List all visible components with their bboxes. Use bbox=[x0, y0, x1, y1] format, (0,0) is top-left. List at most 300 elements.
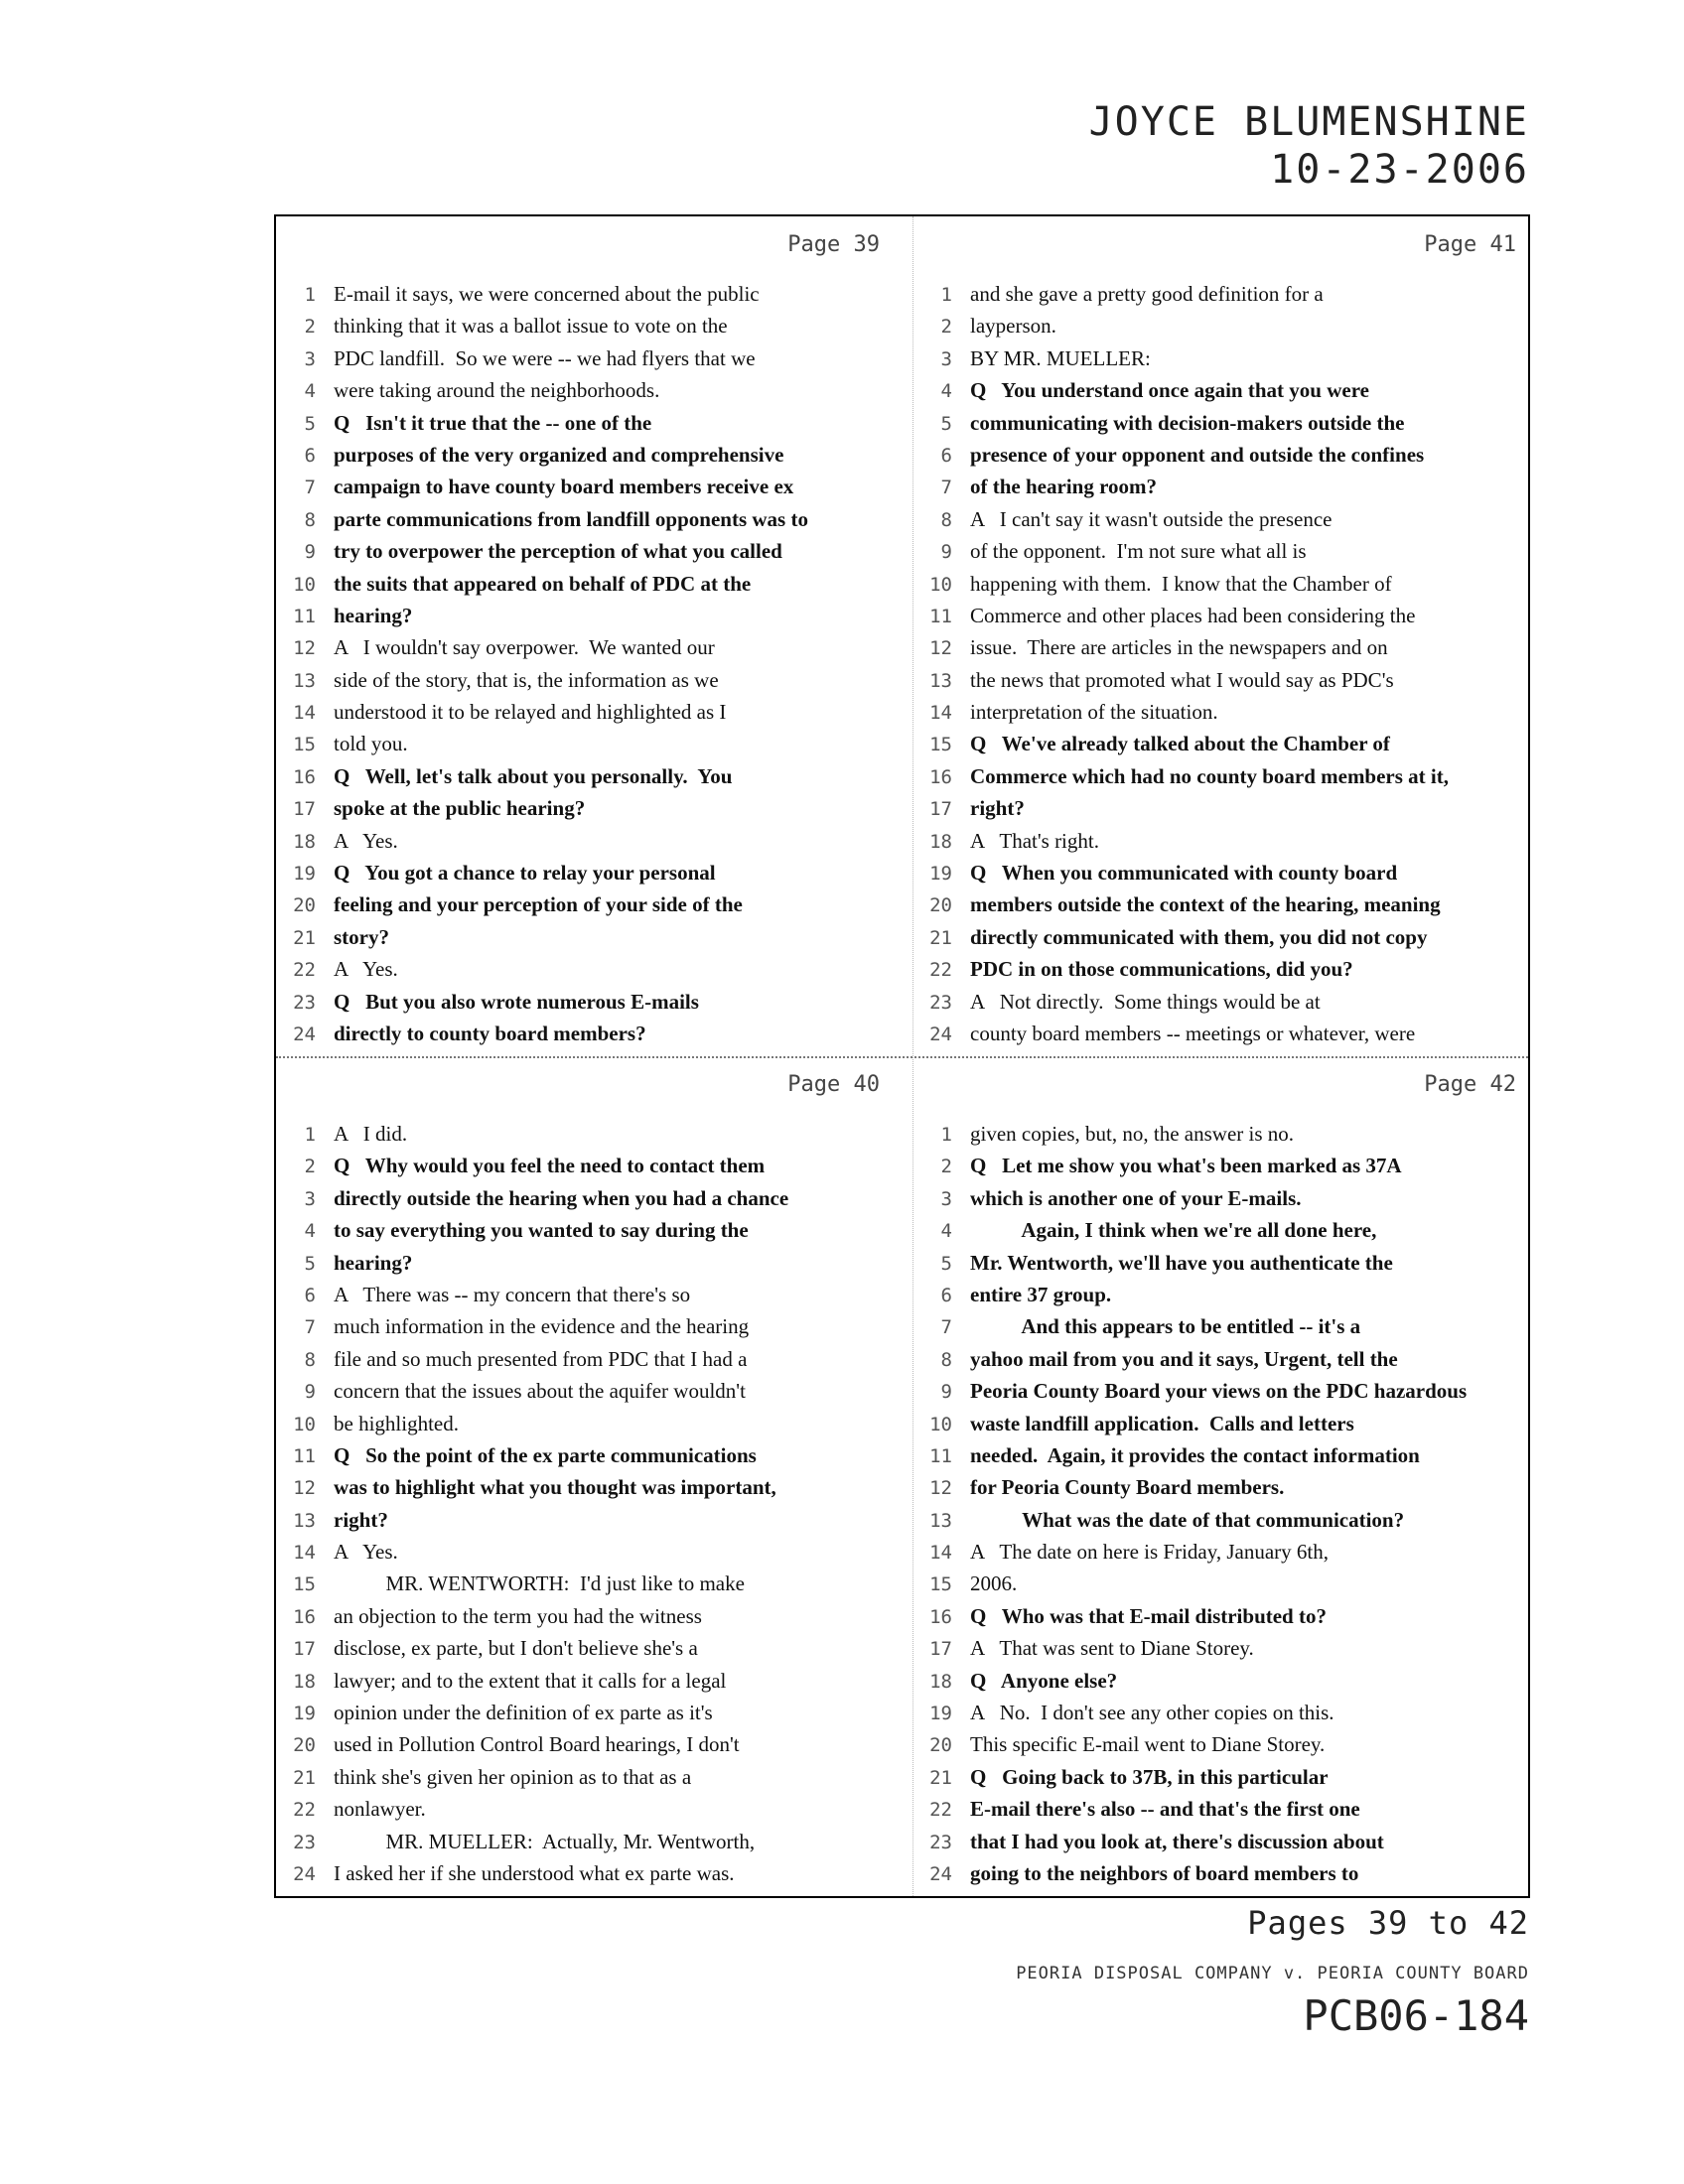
transcript-page-42 bbox=[912, 1056, 1528, 1896]
transcript-line bbox=[276, 728, 892, 759]
transcript-line bbox=[912, 503, 1528, 535]
line-text: understood it to be relayed and highlighted as I bbox=[334, 700, 727, 725]
line-number: 12 bbox=[929, 637, 952, 660]
page-label: Page 41 bbox=[1424, 232, 1516, 257]
transcript-lines bbox=[276, 278, 892, 1049]
line-text: disclose, ex parte, but I don't believe she's a bbox=[334, 1636, 698, 1661]
line-text: A I did. bbox=[334, 1122, 408, 1146]
transcript-line bbox=[276, 1568, 892, 1599]
line-number: 13 bbox=[929, 669, 952, 692]
transcript-line bbox=[912, 1439, 1528, 1471]
line-text: A No. I don't see any other copies on this. bbox=[970, 1701, 1334, 1725]
line-number: 11 bbox=[293, 605, 316, 627]
line-number: 15 bbox=[293, 734, 316, 756]
transcript-line bbox=[276, 439, 892, 471]
line-text: communicating with decision-makers outside the bbox=[970, 410, 1405, 435]
line-number: 24 bbox=[929, 1023, 952, 1045]
transcript-line bbox=[912, 471, 1528, 502]
line-number: 1 bbox=[940, 284, 952, 306]
transcript-line bbox=[276, 1826, 892, 1857]
transcript-line bbox=[276, 792, 892, 824]
transcript-line bbox=[276, 696, 892, 728]
line-text: given copies, but, no, the answer is no. bbox=[970, 1122, 1295, 1146]
transcript-line bbox=[276, 1728, 892, 1760]
transcript-line bbox=[912, 1018, 1528, 1049]
line-number: 1 bbox=[304, 1124, 316, 1146]
transcript-page-40 bbox=[276, 1056, 892, 1896]
line-text: lawyer; and to the extent that it calls for a legal bbox=[334, 1668, 727, 1693]
page-label: Page 39 bbox=[787, 232, 880, 257]
transcript-line bbox=[912, 696, 1528, 728]
line-number: 7 bbox=[940, 477, 952, 499]
transcript-line bbox=[276, 986, 892, 1018]
line-number: 20 bbox=[293, 894, 316, 917]
line-number: 20 bbox=[929, 1734, 952, 1757]
line-text: directly communicated with them, you did not copy bbox=[970, 924, 1428, 949]
line-number: 16 bbox=[929, 1605, 952, 1628]
transcript-line bbox=[276, 1408, 892, 1439]
transcript-line bbox=[912, 600, 1528, 631]
line-number: 22 bbox=[929, 959, 952, 982]
transcript-line bbox=[912, 1600, 1528, 1632]
line-text: 2006. bbox=[970, 1571, 1018, 1596]
line-number: 17 bbox=[293, 1638, 316, 1661]
line-text: were taking around the neighborhoods. bbox=[334, 378, 660, 403]
line-number: 5 bbox=[304, 412, 316, 435]
line-text: What was the date of that communication? bbox=[970, 1507, 1405, 1532]
line-text: Q Isn't it true that the -- one of the bbox=[334, 410, 652, 435]
line-text: members outside the context of the hearing, meaning bbox=[970, 892, 1441, 917]
line-number: 12 bbox=[929, 1477, 952, 1500]
transcript-line bbox=[276, 1310, 892, 1342]
line-number: 18 bbox=[293, 830, 316, 853]
transcript-line bbox=[276, 374, 892, 406]
line-text: A That was sent to Diane Storey. bbox=[970, 1636, 1254, 1661]
line-number: 7 bbox=[304, 477, 316, 499]
transcript-line bbox=[276, 1182, 892, 1214]
line-number: 8 bbox=[940, 508, 952, 531]
transcript-line bbox=[276, 600, 892, 631]
line-text: Again, I think when we're all done here, bbox=[970, 1218, 1377, 1243]
line-text: A Yes. bbox=[334, 957, 398, 982]
line-text: PDC landfill. So we were -- we had flyers that we bbox=[334, 345, 756, 370]
line-number: 8 bbox=[304, 508, 316, 531]
line-text: MR. WENTWORTH: I'd just like to make bbox=[334, 1571, 745, 1596]
line-text: A The date on here is Friday, January 6th, bbox=[970, 1540, 1329, 1565]
line-number: 23 bbox=[293, 991, 316, 1014]
line-text: used in Pollution Control Board hearings, I don't bbox=[334, 1732, 740, 1757]
line-number: 10 bbox=[293, 1413, 316, 1435]
line-number: 3 bbox=[304, 1187, 316, 1210]
line-text: the suits that appeared on behalf of PDC at the bbox=[334, 571, 752, 596]
line-text: waste landfill application. Calls and letters bbox=[970, 1411, 1354, 1435]
transcript-line bbox=[276, 921, 892, 953]
line-number: 5 bbox=[940, 1252, 952, 1275]
line-text: Q Well, let's talk about you personally. You bbox=[334, 763, 733, 788]
line-text: parte communications from landfill opponents was to bbox=[334, 506, 808, 531]
page-label: Page 40 bbox=[787, 1072, 880, 1097]
transcript-line bbox=[912, 1150, 1528, 1181]
line-number: 14 bbox=[293, 1542, 316, 1565]
line-number: 10 bbox=[929, 1413, 952, 1435]
line-number: 18 bbox=[293, 1670, 316, 1693]
line-text: directly outside the hearing when you had a chance bbox=[334, 1185, 789, 1210]
line-number: 9 bbox=[940, 541, 952, 564]
line-text: Mr. Wentworth, we'll have you authenticate the bbox=[970, 1250, 1393, 1275]
transcript-line bbox=[276, 1343, 892, 1375]
line-number: 15 bbox=[929, 1573, 952, 1596]
line-text: interpretation of the situation. bbox=[970, 700, 1218, 725]
transcript-line bbox=[912, 1857, 1528, 1889]
line-text: Q So the point of the ex parte communications bbox=[334, 1442, 757, 1467]
transcript-line bbox=[912, 1504, 1528, 1536]
line-text: side of the story, that is, the information as we bbox=[334, 667, 719, 692]
line-number: 2 bbox=[940, 1156, 952, 1178]
transcript-line bbox=[912, 825, 1528, 857]
line-text: I asked her if she understood what ex parte was. bbox=[334, 1860, 735, 1885]
transcript-line bbox=[912, 407, 1528, 439]
line-number: 23 bbox=[929, 991, 952, 1014]
transcript-line bbox=[912, 1632, 1528, 1664]
transcript-line bbox=[912, 374, 1528, 406]
line-text: was to highlight what you thought was important, bbox=[334, 1475, 776, 1500]
line-text: E-mail there's also -- and that's the first one bbox=[970, 1797, 1360, 1822]
line-text: BY MR. MUELLER: bbox=[970, 345, 1151, 370]
line-number: 15 bbox=[929, 734, 952, 756]
transcript-line bbox=[276, 631, 892, 663]
line-text: And this appears to be entitled -- it's a bbox=[970, 1314, 1361, 1339]
line-number: 14 bbox=[929, 1542, 952, 1565]
line-number: 6 bbox=[940, 444, 952, 467]
line-text: and she gave a pretty good definition for a bbox=[970, 282, 1324, 306]
line-number: 19 bbox=[929, 863, 952, 886]
line-number: 1 bbox=[940, 1124, 952, 1146]
line-number: 12 bbox=[293, 637, 316, 660]
line-text: think she's given her opinion as to that as a bbox=[334, 1764, 692, 1789]
transcript-line bbox=[276, 1247, 892, 1279]
line-text: the news that promoted what I would say as PDC's bbox=[970, 667, 1394, 692]
line-text: directly to county board members? bbox=[334, 1021, 646, 1045]
transcript-line bbox=[912, 1182, 1528, 1214]
line-number: 12 bbox=[293, 1477, 316, 1500]
transcript-line bbox=[912, 1697, 1528, 1728]
line-number: 11 bbox=[929, 605, 952, 627]
transcript-line bbox=[276, 503, 892, 535]
line-text: be highlighted. bbox=[334, 1411, 459, 1435]
transcript-line bbox=[912, 953, 1528, 985]
line-text: MR. MUELLER: Actually, Mr. Wentworth, bbox=[334, 1829, 756, 1853]
line-number: 16 bbox=[929, 765, 952, 788]
line-text: much information in the evidence and the hearing bbox=[334, 1314, 750, 1339]
transcript-line bbox=[912, 792, 1528, 824]
line-text: Peoria County Board your views on the PDC hazardous bbox=[970, 1379, 1468, 1404]
line-text: yahoo mail from you and it says, Urgent, tell the bbox=[970, 1346, 1398, 1371]
page-range: Pages 39 to 42 bbox=[1247, 1904, 1529, 1942]
transcript-line bbox=[912, 728, 1528, 759]
line-number: 19 bbox=[293, 1703, 316, 1725]
line-text: E-mail it says, we were concerned about the public bbox=[334, 282, 760, 306]
transcript-line bbox=[912, 986, 1528, 1018]
line-text: right? bbox=[334, 1507, 388, 1532]
line-number: 18 bbox=[929, 1670, 952, 1693]
line-text: Q Why would you feel the need to contact them bbox=[334, 1154, 766, 1178]
line-text: PDC in on those communications, did you? bbox=[970, 957, 1353, 982]
transcript-line bbox=[912, 1568, 1528, 1599]
transcript-line bbox=[276, 1665, 892, 1697]
transcript-lines bbox=[912, 1118, 1528, 1889]
transcript-line bbox=[276, 471, 892, 502]
line-text: purposes of the very organized and comprehensive bbox=[334, 442, 784, 467]
line-number: 8 bbox=[940, 1348, 952, 1371]
transcript-line bbox=[276, 1018, 892, 1049]
line-text: Q Going back to 37B, in this particular bbox=[970, 1764, 1329, 1789]
line-text: Q When you communicated with county board bbox=[970, 861, 1398, 886]
transcript-line bbox=[912, 1118, 1528, 1150]
line-number: 22 bbox=[293, 1799, 316, 1822]
transcript-line bbox=[276, 1279, 892, 1310]
transcript-line bbox=[912, 631, 1528, 663]
line-number: 21 bbox=[929, 1766, 952, 1789]
line-text: Commerce and other places had been considering the bbox=[970, 603, 1416, 627]
line-text: layperson. bbox=[970, 314, 1056, 339]
transcript-lines bbox=[912, 278, 1528, 1049]
transcript-line bbox=[912, 535, 1528, 567]
line-number: 11 bbox=[293, 1444, 316, 1467]
line-text: Q Anyone else? bbox=[970, 1668, 1118, 1693]
line-text: A Yes. bbox=[334, 1540, 398, 1565]
line-number: 23 bbox=[293, 1831, 316, 1853]
line-text: This specific E-mail went to Diane Storey. bbox=[970, 1732, 1326, 1757]
transcript-line bbox=[912, 1728, 1528, 1760]
line-number: 4 bbox=[940, 1220, 952, 1243]
transcript-line bbox=[912, 1471, 1528, 1503]
line-text: for Peoria County Board members. bbox=[970, 1475, 1285, 1500]
transcript-page-39 bbox=[276, 216, 892, 1056]
line-number: 22 bbox=[293, 959, 316, 982]
line-number: 11 bbox=[929, 1444, 952, 1467]
transcript-line bbox=[276, 1761, 892, 1793]
transcript-line bbox=[276, 1697, 892, 1728]
line-text: county board members -- meetings or whatever, were bbox=[970, 1021, 1416, 1045]
transcript-page-41 bbox=[912, 216, 1528, 1056]
transcript-line bbox=[912, 1343, 1528, 1375]
line-text: opinion under the definition of ex parte as it's bbox=[334, 1701, 713, 1725]
transcript-line bbox=[912, 1247, 1528, 1279]
transcript-line bbox=[912, 568, 1528, 600]
line-text: right? bbox=[970, 796, 1025, 821]
line-number: 19 bbox=[929, 1703, 952, 1725]
line-text: hearing? bbox=[334, 603, 413, 627]
transcript-line bbox=[276, 1600, 892, 1632]
transcript-line bbox=[912, 1310, 1528, 1342]
line-text: feeling and your perception of your side of the bbox=[334, 892, 743, 917]
line-number: 17 bbox=[929, 1638, 952, 1661]
transcript-line bbox=[276, 857, 892, 888]
line-number: 5 bbox=[940, 412, 952, 435]
line-text: Q You got a chance to relay your personal bbox=[334, 861, 716, 886]
line-text: try to overpower the perception of what you called bbox=[334, 539, 782, 564]
transcript-line bbox=[912, 1408, 1528, 1439]
line-number: 10 bbox=[929, 573, 952, 596]
line-text: campaign to have county board members receive ex bbox=[334, 475, 794, 499]
line-text: file and so much presented from PDC that I had a bbox=[334, 1346, 748, 1371]
line-number: 17 bbox=[929, 798, 952, 821]
transcript-line bbox=[276, 1857, 892, 1889]
transcript-line bbox=[912, 921, 1528, 953]
transcript-line bbox=[912, 888, 1528, 920]
line-text: hearing? bbox=[334, 1250, 413, 1275]
line-number: 24 bbox=[929, 1862, 952, 1885]
case-number: PCB06-184 bbox=[1303, 1991, 1529, 2040]
line-text: going to the neighbors of board members to bbox=[970, 1860, 1359, 1885]
transcript-line bbox=[912, 664, 1528, 696]
transcript-line bbox=[276, 1471, 892, 1503]
line-number: 21 bbox=[293, 1766, 316, 1789]
transcript-line bbox=[276, 1793, 892, 1825]
line-number: 5 bbox=[304, 1252, 316, 1275]
line-number: 8 bbox=[304, 1348, 316, 1371]
line-number: 14 bbox=[293, 702, 316, 725]
line-number: 2 bbox=[304, 316, 316, 339]
transcript-line bbox=[276, 760, 892, 792]
line-text: that I had you look at, there's discussion about bbox=[970, 1829, 1384, 1853]
witness-name: JOYCE BLUMENSHINE bbox=[1088, 99, 1529, 145]
line-number: 6 bbox=[304, 1284, 316, 1306]
transcript-line bbox=[276, 1375, 892, 1407]
line-text: concern that the issues about the aquifer wouldn't bbox=[334, 1379, 746, 1404]
line-number: 6 bbox=[940, 1284, 952, 1306]
transcript-line bbox=[276, 1536, 892, 1568]
transcript-line bbox=[276, 568, 892, 600]
line-number: 9 bbox=[304, 1381, 316, 1404]
line-text: an objection to the term you had the witness bbox=[334, 1603, 702, 1628]
transcript-line bbox=[276, 278, 892, 310]
deposition-date: 10-23-2006 bbox=[1270, 147, 1529, 193]
transcript-line bbox=[912, 1793, 1528, 1825]
line-text: A I can't say it wasn't outside the presence bbox=[970, 506, 1333, 531]
transcript-line bbox=[276, 1150, 892, 1181]
line-text: A That's right. bbox=[970, 828, 1099, 853]
line-number: 13 bbox=[293, 1509, 316, 1532]
line-text: spoke at the public hearing? bbox=[334, 796, 586, 821]
line-number: 4 bbox=[940, 380, 952, 403]
line-number: 17 bbox=[293, 798, 316, 821]
line-text: A Yes. bbox=[334, 828, 398, 853]
case-caption: PEORIA DISPOSAL COMPANY v. PEORIA COUNTY BOARD bbox=[1016, 1964, 1529, 1983]
transcript-line bbox=[912, 310, 1528, 341]
transcript-line bbox=[276, 1439, 892, 1471]
line-number: 22 bbox=[929, 1799, 952, 1822]
line-number: 14 bbox=[929, 702, 952, 725]
line-text: of the hearing room? bbox=[970, 475, 1158, 499]
line-number: 13 bbox=[293, 669, 316, 692]
line-number: 18 bbox=[929, 830, 952, 853]
line-number: 19 bbox=[293, 863, 316, 886]
transcript-line bbox=[276, 888, 892, 920]
line-number: 21 bbox=[293, 926, 316, 949]
transcript-line bbox=[912, 342, 1528, 374]
line-number: 13 bbox=[929, 1509, 952, 1532]
line-number: 9 bbox=[940, 1381, 952, 1404]
line-number: 7 bbox=[940, 1316, 952, 1339]
line-number: 3 bbox=[304, 347, 316, 370]
transcript-line bbox=[912, 1375, 1528, 1407]
transcript-line bbox=[912, 439, 1528, 471]
transcript-frame bbox=[274, 214, 1530, 1898]
line-number: 1 bbox=[304, 284, 316, 306]
line-text: told you. bbox=[334, 732, 408, 756]
transcript-line bbox=[912, 857, 1528, 888]
line-text: Commerce which had no county board members at it, bbox=[970, 763, 1449, 788]
line-text: Q But you also wrote numerous E-mails bbox=[334, 989, 699, 1014]
line-number: 6 bbox=[304, 444, 316, 467]
transcript-line bbox=[912, 1826, 1528, 1857]
page-label: Page 42 bbox=[1424, 1072, 1516, 1097]
transcript-line bbox=[276, 407, 892, 439]
transcript-line bbox=[912, 278, 1528, 310]
line-number: 3 bbox=[940, 347, 952, 370]
line-number: 16 bbox=[293, 765, 316, 788]
transcript-line bbox=[912, 1761, 1528, 1793]
line-number: 24 bbox=[293, 1862, 316, 1885]
transcript-line bbox=[276, 310, 892, 341]
transcript-line bbox=[912, 1214, 1528, 1246]
line-text: which is another one of your E-mails. bbox=[970, 1185, 1302, 1210]
line-text: issue. There are articles in the newspapers and on bbox=[970, 635, 1388, 660]
line-text: Q Who was that E-mail distributed to? bbox=[970, 1603, 1327, 1628]
transcript-line bbox=[276, 535, 892, 567]
line-number: 4 bbox=[304, 1220, 316, 1243]
transcript-line bbox=[276, 1118, 892, 1150]
line-number: 15 bbox=[293, 1573, 316, 1596]
transcript-line bbox=[912, 1536, 1528, 1568]
line-number: 3 bbox=[940, 1187, 952, 1210]
transcript-line bbox=[912, 1665, 1528, 1697]
line-number: 23 bbox=[929, 1831, 952, 1853]
line-number: 20 bbox=[929, 894, 952, 917]
line-number: 21 bbox=[929, 926, 952, 949]
line-text: story? bbox=[334, 924, 389, 949]
transcript-line bbox=[276, 664, 892, 696]
line-number: 20 bbox=[293, 1734, 316, 1757]
line-text: Q Let me show you what's been marked as 37A bbox=[970, 1154, 1402, 1178]
line-number: 2 bbox=[304, 1156, 316, 1178]
line-number: 7 bbox=[304, 1316, 316, 1339]
line-text: happening with them. I know that the Chamber of bbox=[970, 571, 1392, 596]
line-number: 10 bbox=[293, 573, 316, 596]
line-text: of the opponent. I'm not sure what all is bbox=[970, 539, 1307, 564]
line-text: Q We've already talked about the Chamber of bbox=[970, 732, 1390, 756]
line-text: entire 37 group. bbox=[970, 1282, 1112, 1306]
transcript-line bbox=[276, 1214, 892, 1246]
line-text: presence of your opponent and outside the confines bbox=[970, 442, 1425, 467]
line-text: Q You understand once again that you were bbox=[970, 378, 1369, 403]
line-text: A There was -- my concern that there's so bbox=[334, 1282, 691, 1306]
transcript-line bbox=[276, 825, 892, 857]
transcript-line bbox=[276, 1632, 892, 1664]
transcript-line bbox=[912, 1279, 1528, 1310]
line-number: 4 bbox=[304, 380, 316, 403]
line-text: A I wouldn't say overpower. We wanted our bbox=[334, 635, 715, 660]
line-text: nonlawyer. bbox=[334, 1797, 426, 1822]
transcript-line bbox=[912, 760, 1528, 792]
line-number: 9 bbox=[304, 541, 316, 564]
line-number: 2 bbox=[940, 316, 952, 339]
transcript-line bbox=[276, 1504, 892, 1536]
line-text: to say everything you wanted to say during the bbox=[334, 1218, 749, 1243]
line-number: 16 bbox=[293, 1605, 316, 1628]
transcript-line bbox=[276, 342, 892, 374]
